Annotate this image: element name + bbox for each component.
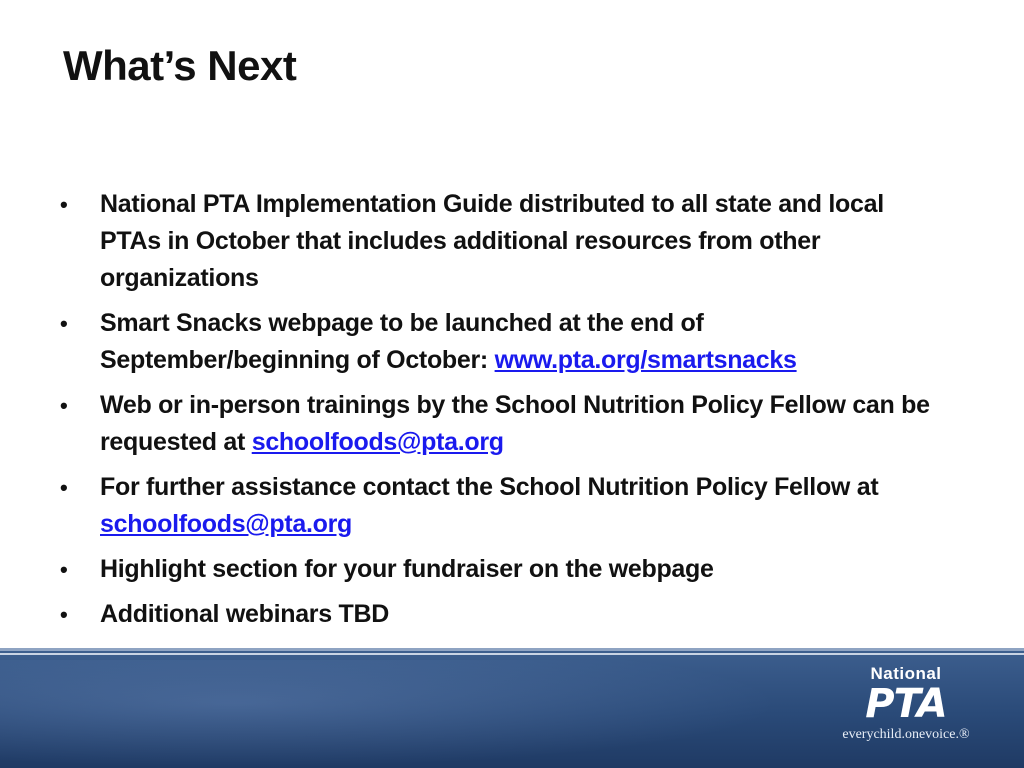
bullet-text: For further assistance contact the School Nutrition Policy Fellow at: [100, 473, 879, 501]
bullet-list: [60, 186, 940, 641]
bullet-icon: •: [60, 602, 68, 627]
bullet-item-assistance: [60, 469, 940, 543]
bullet-icon: •: [60, 192, 68, 217]
bullet-text: National PTA Implementation Guide distributed to all state and local PTAs in October that includes additional resources from other organizations: [100, 190, 884, 292]
footer-sheen: [0, 660, 780, 768]
bullet-icon: •: [60, 557, 68, 582]
bullet-item-highlight: [60, 551, 940, 588]
logo-tagline: everychild.onevoice.®: [842, 727, 970, 742]
logo-pta-text: PTA: [865, 681, 947, 727]
bullet-item-guide: [60, 186, 940, 297]
national-pta-logo: [826, 664, 986, 754]
bullet-text: Highlight section for your fundraiser on the webpage: [100, 555, 714, 583]
assistance-email-link[interactable]: schoolfoods@pta.org: [100, 510, 353, 538]
slide-title: What’s Next: [63, 42, 297, 89]
trainings-email-link[interactable]: schoolfoods@pta.org: [251, 428, 504, 456]
logo-national-text: National: [870, 664, 942, 683]
footer-divider: [0, 648, 1024, 651]
bullet-icon: •: [60, 475, 68, 500]
bullet-item-webpage: [60, 305, 940, 379]
bullet-text: Additional webinars TBD: [100, 600, 389, 628]
footer-divider-secondary: [0, 653, 1024, 655]
bullet-text: Web or in-person trainings by the School Nutrition Policy Fellow can be requested at: [100, 391, 930, 456]
bullet-text: Smart Snacks webpage to be launched at the end of September/beginning of October:: [100, 309, 704, 374]
bullet-item-webinars: [60, 596, 940, 633]
bullet-icon: •: [60, 393, 68, 418]
bullet-icon: •: [60, 311, 68, 336]
bullet-item-trainings: [60, 387, 940, 461]
smartsnacks-link[interactable]: www.pta.org/smartsnacks: [494, 346, 797, 374]
